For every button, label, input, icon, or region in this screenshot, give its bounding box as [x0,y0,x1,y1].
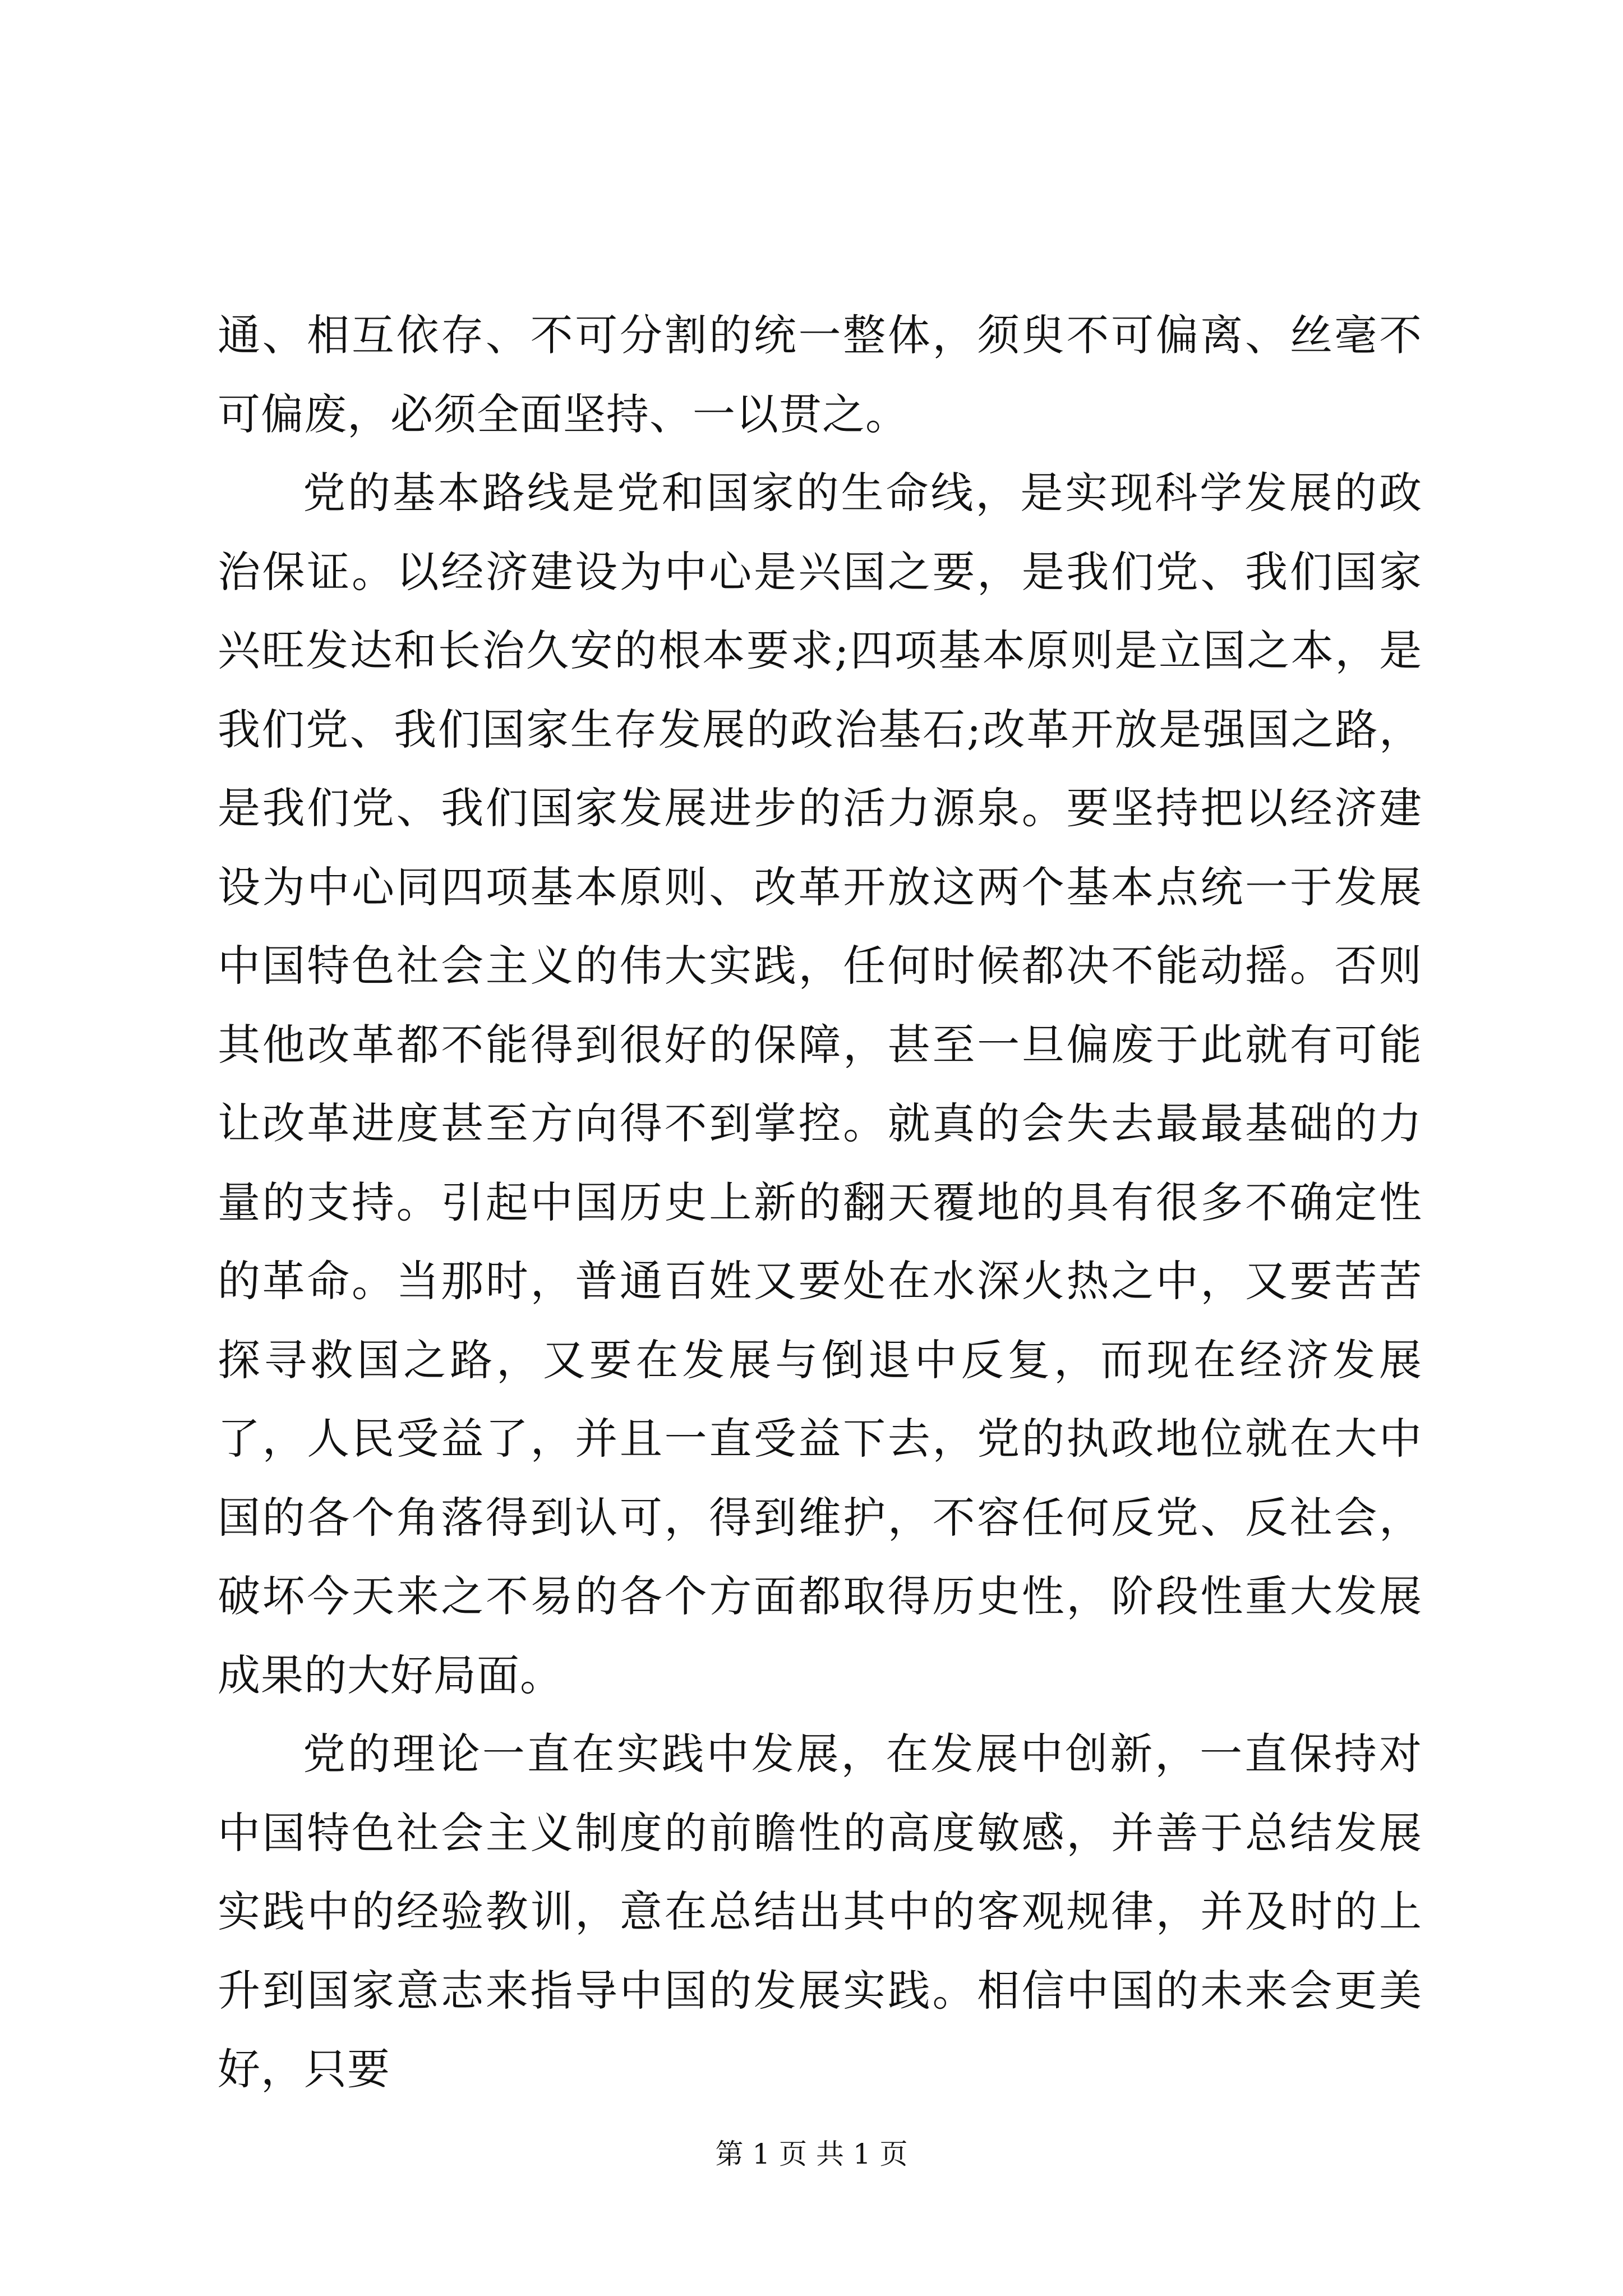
document-body [218,296,1422,2109]
paragraph-2: 党的基本路线是党和国家的生命线，是实现科学发展的政治保证。以经济建设为中心是兴国之要，是我们党、我们国家兴旺发达和长治久安的根本要求;四项基本原则是立国之本，是我们党、我们国家生存发展的政治基石;改革开放是强国之路，是我们党、我们国家发展进步的活力源泉。要坚持把以经济建设为中心同四项基本原则、改革开放这两个基本点统一于发展中国特色社会主义的伟大实践，任何时候都决不能动摇。否则其他改革都不能得到很好的保障，甚至一旦偏废于此就有可能让改革进度甚至方向得不到掌控。就真的会失去最最基础的力量的支持。引起中国历史上新的翻天覆地的具有很多不确定性的革命。当那时，普通百姓又要处在水深火热之中，又要苦苦探寻救国之路，又要在发展与倒退中反复，而现在经济发展了，人民受益了，并且一直受益下去，党的执政地位就在大中国的各个角落得到认可，得到维护，不容任何反党、反社会，破坏今天来之不易的各个方面都取得历史性，阶段性重大发展成果的大好局面。 [218,468,1422,1700]
paragraph-1: 通、相互依存、不可分割的统一整体，须臾不可偏离、丝毫不可偏废，必须全面坚持、一以贯之。 [218,310,1422,439]
paragraph-3: 党的理论一直在实践中发展，在发展中创新，一直保持对中国特色社会主义制度的前瞻性的高度敏感，并善于总结发展实践中的经验教训，意在总结出其中的客观规律，并及时的上升到国家意志来指导中国的发展实践。相信中国的未来会更美好，只要 [218,1729,1422,2094]
page-footer: 第 1 页 共 1 页 [715,2138,908,2170]
